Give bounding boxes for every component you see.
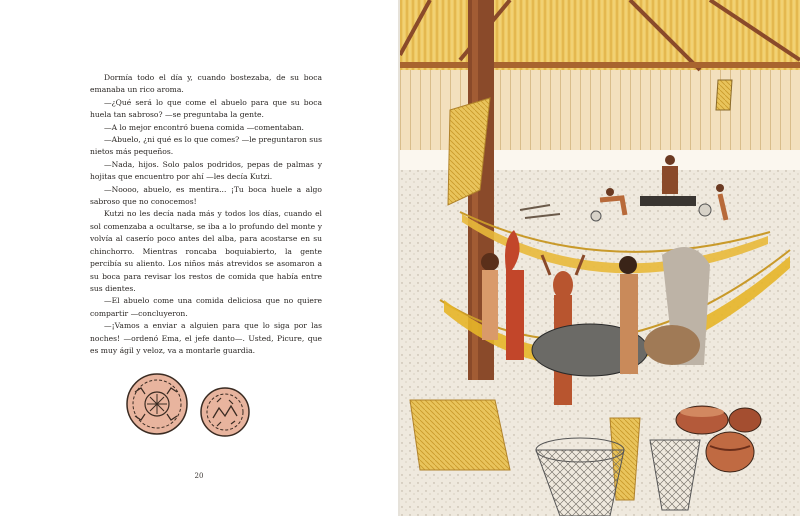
plate-ornament-right — [201, 388, 249, 436]
right-page-illustration — [400, 0, 800, 516]
paragraph: —El abuelo come una comida deliciosa que no quiere compartir —concluyeron. — [90, 296, 322, 318]
left-page — [0, 0, 398, 516]
paragraph: —Abuelo, ¿ni qué es lo que comes? —le preguntaron sus nietos más pequeños. — [90, 135, 322, 157]
illustration — [400, 0, 800, 516]
plate-ornament-left — [127, 374, 187, 434]
story-text — [90, 72, 322, 357]
roof-crossbeam — [400, 62, 800, 68]
woven-mat — [410, 400, 510, 470]
decorative-plates — [125, 372, 255, 442]
paragraph: Kutzi no les decía nada más y todos los días, cuando el sol comenzaba a ocultarse, se iba a lo profundo del monte y volvía al caserío poco antes del alba, para acostarse en su chinchorro. Mientras roncaba boquiabierto, la gente percibía su aliento. Los niños más atrevidos se asomaron a su boca para revisar los restos de comida que había entre sus dientes. — [90, 209, 322, 293]
paragraph: Dormía todo el día y, cuando bostezaba, de su boca emanaba un rico aroma. — [90, 73, 322, 95]
paragraph: —Nada, hijos. Solo palos podridos, pepas de palmas y hojitas que encuentro por ahí —les decía Kutzi. — [90, 159, 322, 182]
paragraph: —¿Qué será lo que come el abuelo para que su boca huela tan sabroso? —se preguntaba la gente. — [90, 97, 322, 120]
paragraph: —Noooo, abuelo, es mentira... ¡Tu boca huele a algo sabroso que no conocemos! — [90, 184, 322, 207]
page-number: 20 — [194, 472, 204, 480]
paragraph: —¡Vamos a enviar a alguien para que lo siga por las noches! —ordenó Ema, el jefe danto—. Usted, Picure, que es muy ágil y veloz, va a montarle guardia. — [90, 321, 322, 355]
small-basket — [716, 80, 732, 110]
paragraph: —A lo mejor encontró buena comida —comentaban. — [104, 122, 304, 132]
